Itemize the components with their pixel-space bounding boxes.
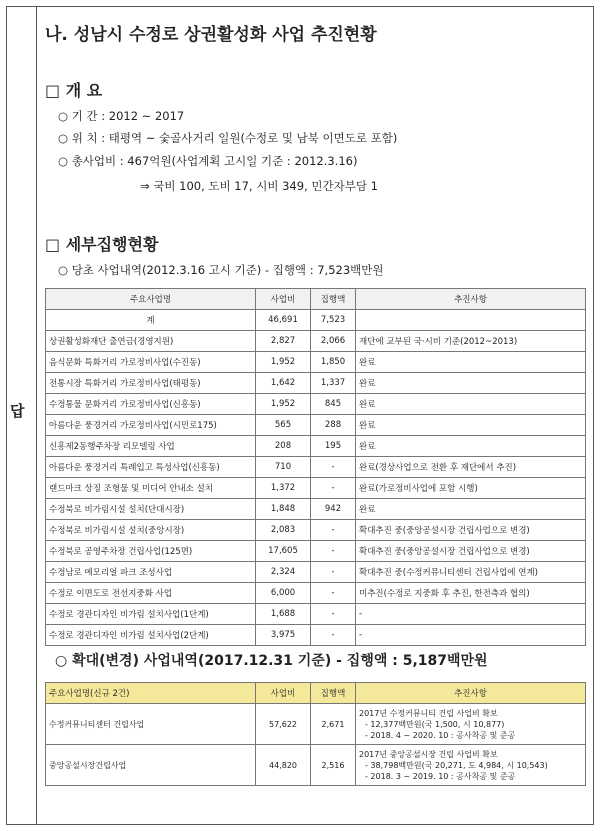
page-title: 나. 성남시 수정로 상권활성화 사업 추진현황: [45, 25, 377, 45]
executed-cell: 2,516: [311, 745, 356, 786]
table-row: [46, 562, 586, 583]
header-cell: 사업비: [256, 683, 311, 704]
cost-cell: 208: [256, 436, 311, 457]
table-row: [46, 583, 586, 604]
project-name-cell: 수정북로 비가림시설 설치(중앙시장): [46, 520, 256, 541]
executed-cell: -: [311, 541, 356, 562]
answer-label: 답: [10, 402, 25, 420]
cost-cell: 2,324: [256, 562, 311, 583]
table-row: [46, 394, 586, 415]
executed-cell: 7,523: [311, 310, 356, 331]
header-cell: 추진사항: [356, 683, 586, 704]
table-header-row: [46, 289, 586, 310]
cost-cell: 565: [256, 415, 311, 436]
project-name-cell: 수정로 경관디자인 비가림 설치사업(1단계): [46, 604, 256, 625]
table-header-row: [46, 683, 586, 704]
table-row: [46, 541, 586, 562]
status-note: 2017년 중앙공설시장 건립 사업비 확보: [359, 749, 498, 759]
cost-cell: 6,000: [256, 583, 311, 604]
cost-cell: 57,622: [256, 704, 311, 745]
expanded-plan-line: ○ 확대(변경) 사업내역(2017.12.31 기준) - 집행액 : 5,187백만원: [55, 653, 488, 669]
status-cell: 완료(경상사업으로 전환 후 재단에서 추진): [356, 457, 586, 478]
cost-cell: 2,083: [256, 520, 311, 541]
cost-cell: 710: [256, 457, 311, 478]
cost-cell: 44,820: [256, 745, 311, 786]
executed-cell: 2,066: [311, 331, 356, 352]
table-row: [46, 436, 586, 457]
project-name-cell: 수정로 경관디자인 비가림 설치사업(2단계): [46, 625, 256, 646]
executed-cell: -: [311, 457, 356, 478]
executed-cell: 288: [311, 415, 356, 436]
table-row: [46, 704, 586, 745]
detail-heading: □ 세부집행현황: [45, 235, 159, 254]
status-cell: 완료: [356, 499, 586, 520]
table-row: [46, 457, 586, 478]
project-name-cell: 중앙공설시장건립사업: [46, 745, 256, 786]
overview-budget: ○ 총사업비 : 467억원(사업계획 고시일 기준 : 2012.3.16): [58, 154, 358, 168]
status-cell: 미추진(수정로 지중화 후 추진, 한전측과 협의): [356, 583, 586, 604]
cost-cell: 1,642: [256, 373, 311, 394]
status-cell: 완료(가로정비사업에 포함 시행): [356, 478, 586, 499]
cost-cell: 46,691: [256, 310, 311, 331]
status-note: 2017년 수정커뮤니티 건립 사업비 확보: [359, 708, 498, 718]
executed-cell: 2,671: [311, 704, 356, 745]
header-cell: 집행액: [311, 289, 356, 310]
executed-cell: -: [311, 583, 356, 604]
project-name-cell: 전통시장 특화거리 가로정비사업(태평동): [46, 373, 256, 394]
status-note: - 2018. 4 ~ 2020. 10 : 공사착공 및 준공: [365, 730, 516, 740]
cost-cell: 1,952: [256, 394, 311, 415]
cost-cell: 1,372: [256, 478, 311, 499]
table-row: [46, 331, 586, 352]
status-cell: 재단에 교부된 국·시비 기준(2012~2013): [356, 331, 586, 352]
initial-plan-table: [45, 288, 586, 646]
table-row: [46, 478, 586, 499]
project-name-cell: 수정북로 공영주차장 건립사업(125면): [46, 541, 256, 562]
project-name-cell: 수정통물 문화거리 가로정비사업(신흥동): [46, 394, 256, 415]
executed-cell: -: [311, 562, 356, 583]
cost-cell: 3,975: [256, 625, 311, 646]
project-name-cell: 상권활성화재단 출연금(경영지원): [46, 331, 256, 352]
expanded-plan-table: [45, 682, 586, 786]
table-row: [46, 373, 586, 394]
executed-cell: -: [311, 604, 356, 625]
status-cell: 완료: [356, 394, 586, 415]
table-row: [46, 745, 586, 786]
project-name-cell: 수정북로 비가림시설 설치(단대시장): [46, 499, 256, 520]
table-row: [46, 520, 586, 541]
project-name-cell: 수정커뮤니티센터 건립사업: [46, 704, 256, 745]
project-name-cell: 랜드마크 상징 조형물 및 미디어 안내소 설치: [46, 478, 256, 499]
executed-cell: 195: [311, 436, 356, 457]
table-row: [46, 604, 586, 625]
status-cell: 완료: [356, 352, 586, 373]
status-cell: 완료: [356, 373, 586, 394]
status-cell: [356, 704, 586, 745]
overview-budget-detail: ⇒ 국비 100, 도비 17, 시비 349, 민간자부담 1: [140, 179, 378, 193]
overview-location: ○ 위 치 : 태평역 ~ 숯골사거리 일원(수정로 및 남북 이면도로 포함): [58, 131, 398, 145]
project-name-cell: 수정로 이면도로 전선지중화 사업: [46, 583, 256, 604]
cost-cell: 17,605: [256, 541, 311, 562]
table-row: [46, 310, 586, 331]
project-name-cell: 계: [46, 310, 256, 331]
cost-cell: 1,688: [256, 604, 311, 625]
overview-period: ○ 기 간 : 2012 ~ 2017: [58, 109, 185, 123]
header-cell: 집행액: [311, 683, 356, 704]
status-cell: 확대추진 중(중앙공설시장 건립사업으로 변경): [356, 541, 586, 562]
initial-plan-line: ○ 당초 사업내역(2012.3.16 고시 기준) - 집행액 : 7,523백만원: [58, 263, 384, 277]
cost-cell: 1,952: [256, 352, 311, 373]
header-cell: 사업비: [256, 289, 311, 310]
header-cell: 주요사업명: [46, 289, 256, 310]
executed-cell: -: [311, 478, 356, 499]
header-cell: 추진사항: [356, 289, 586, 310]
status-cell: 완료: [356, 436, 586, 457]
status-note: - 12,377백만원(국 1,500, 시 10,877): [365, 719, 505, 729]
status-cell: 확대추진 중(수정커뮤니티센터 건립사업에 연계): [356, 562, 586, 583]
executed-cell: 1,850: [311, 352, 356, 373]
status-cell: [356, 310, 586, 331]
table-row: [46, 499, 586, 520]
status-cell: 확대추진 중(중앙공설시장 건립사업으로 변경): [356, 520, 586, 541]
overview-heading: □ 개 요: [45, 81, 103, 100]
executed-cell: 1,337: [311, 373, 356, 394]
table-row: [46, 352, 586, 373]
status-cell: -: [356, 604, 586, 625]
cost-cell: 2,827: [256, 331, 311, 352]
project-name-cell: 아름다운 풍경거리 특례입고 특성사업(신흥동): [46, 457, 256, 478]
project-name-cell: 아름다운 풍경거리 가로정비사업(시민로175): [46, 415, 256, 436]
status-note: - 2018. 3 ~ 2019. 10 : 공사착공 및 준공: [365, 771, 516, 781]
status-cell: -: [356, 625, 586, 646]
status-cell: 완료: [356, 415, 586, 436]
executed-cell: 942: [311, 499, 356, 520]
table-row: [46, 625, 586, 646]
project-name-cell: 수정남로 메모리얼 파크 조성사업: [46, 562, 256, 583]
status-cell: [356, 745, 586, 786]
project-name-cell: 신흥제2동행주차장 리모델링 사업: [46, 436, 256, 457]
cost-cell: 1,848: [256, 499, 311, 520]
executed-cell: -: [311, 625, 356, 646]
status-note: - 38,798백만원(국 20,271, 도 4,984, 시 10,543): [365, 760, 548, 770]
executed-cell: 845: [311, 394, 356, 415]
project-name-cell: 음식문화 특화거리 가로정비사업(수진동): [46, 352, 256, 373]
table-row: [46, 415, 586, 436]
header-cell: 주요사업명(신규 2건): [46, 683, 256, 704]
executed-cell: -: [311, 520, 356, 541]
